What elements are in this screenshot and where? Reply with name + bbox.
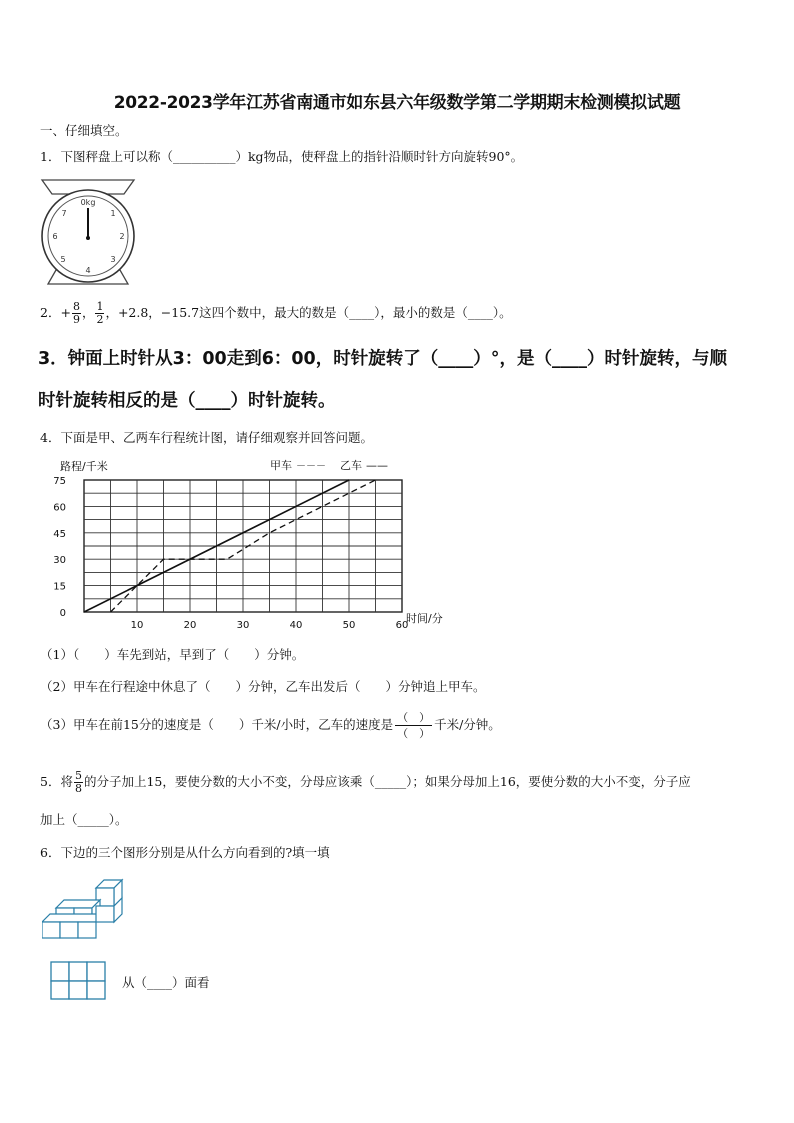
question-4-sub-3 — [40, 710, 501, 741]
scale-label-7: 7 — [61, 209, 67, 218]
x-tick-label: 60 — [395, 620, 409, 631]
x-tick-label: 10 — [130, 620, 144, 631]
scale-label-4: 4 — [85, 266, 91, 275]
legend-jia-line: －－－ — [296, 461, 326, 472]
x-axis-label: 时间/分 — [406, 612, 443, 625]
y-tick-label: 15 — [53, 581, 66, 593]
scale-label-3: 3 — [110, 255, 116, 264]
q5-pre: 5．将 — [40, 774, 73, 789]
q2-frac2-den: 2 — [96, 313, 104, 326]
question-3-line-2: 时针旋转相反的是（____）时针旋转。 — [38, 391, 336, 411]
q2-frac1-den: 9 — [72, 313, 80, 326]
question-5-line-2: 加上（_____）。 — [40, 812, 128, 827]
scale-label-1: 1 — [110, 209, 116, 218]
question-4-sub-2: （2）甲车在行程途中休息了（ ）分钟，乙车出发后（ ）分钟追上甲车。 — [40, 679, 486, 694]
q2-fraction-2 — [95, 301, 104, 326]
y-axis-label: 路程/千米 — [60, 460, 108, 473]
q2-frac1-num: 8 — [72, 300, 80, 313]
x-tick-label: 40 — [289, 620, 303, 631]
question-5 — [40, 770, 691, 795]
question-6-answer: 从（____）面看 — [122, 975, 210, 990]
section-heading: 一、仔细填空。 — [40, 123, 128, 138]
question-6: 6．下边的三个图形分别是从什么方向看到的?填一填 — [40, 845, 330, 860]
q4-sub3-den: （ ） — [397, 727, 431, 740]
chart-grid — [84, 480, 402, 612]
scale-label-5: 5 — [60, 255, 66, 264]
question-2 — [40, 301, 512, 326]
q5-frac-den: 8 — [74, 782, 82, 795]
chart-ticks — [53, 476, 408, 631]
q2-plus: + — [60, 305, 71, 320]
y-tick-label: 45 — [53, 528, 66, 540]
q2-rest: ，+2.8，−15.7这四个数中，最大的数是（____），最小的数是（____）。 — [105, 305, 512, 320]
legend-jia-label: 甲车 — [270, 459, 292, 472]
cube-stack-figure — [42, 876, 128, 940]
scale-illustration — [36, 172, 140, 290]
travel-line-chart — [44, 452, 454, 642]
q4-sub3-pre: （3）甲车在前15分的速度是（ ）千米/小时，乙车的速度是 — [40, 717, 394, 732]
legend-yi-line: —— — [366, 459, 388, 472]
y-tick-label: 75 — [53, 476, 66, 487]
q2-sep: ， — [81, 305, 95, 320]
view-figure — [48, 960, 110, 1002]
q5-post: 的分子加上15，要使分数的大小不变，分母应该乘（_____）；如果分母加上16，要使分数的大小不变，分子应 — [83, 774, 691, 789]
x-tick-label: 50 — [342, 620, 356, 631]
q2-frac2-num: 1 — [96, 300, 104, 313]
x-tick-label: 20 — [183, 620, 197, 631]
scale-zero-label: 0kg — [80, 198, 96, 207]
scale-label-2: 2 — [119, 232, 125, 241]
q2-fraction-1 — [72, 301, 81, 326]
scale-pivot — [86, 236, 90, 240]
y-tick-label: 60 — [53, 502, 66, 514]
q2-number: 2． — [40, 305, 61, 320]
legend-yi-label: 乙车 — [340, 459, 362, 472]
question-3-line-1: 3．钟面上时针从3：00走到6：00，时针旋转了（____）°，是（____）时针旋转，与顺 — [38, 349, 727, 369]
scale-label-6: 6 — [52, 232, 58, 241]
y-tick-label: 0 — [59, 608, 66, 619]
x-tick-label: 30 — [236, 620, 250, 631]
q4-sub3-fraction — [395, 710, 432, 741]
q4-sub3-post: 千米/分钟。 — [434, 717, 501, 732]
y-tick-label: 30 — [53, 555, 66, 567]
question-1: 1．下图秤盘上可以称（__________）kg物品，使秤盘上的指针沿顺时针方向旋转90°。 — [40, 149, 524, 164]
q5-fraction — [74, 770, 83, 795]
page-title: 2022-2023学年江苏省南通市如东县六年级数学第二学期期末检测模拟试题 — [113, 93, 681, 113]
q5-frac-num: 5 — [74, 769, 82, 782]
q4-sub3-num: （ ） — [397, 711, 431, 724]
question-4: 4．下面是甲、乙两车行程统计图，请仔细观察并回答问题。 — [40, 430, 373, 445]
question-4-sub-1: （1）（ ）车先到站，早到了（ ）分钟。 — [40, 647, 305, 662]
